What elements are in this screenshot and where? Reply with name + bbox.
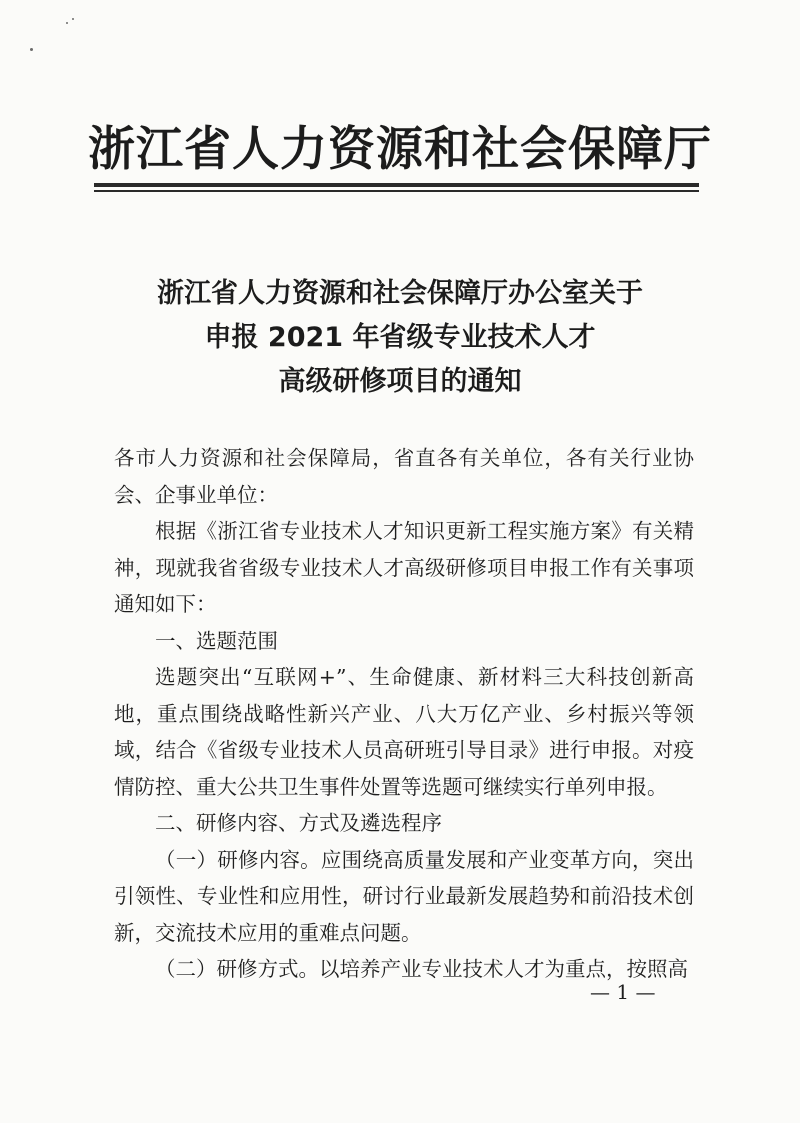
header-rule-thin (94, 190, 699, 192)
item-1-text: 应围绕高质量发展和产业变革方向，突出引领性、专业性和应用性，研讨行业最新发展趋势和前沿技术创新，交流技术应用的重难点问题。 (114, 847, 695, 945)
title-line-1: 浙江省人力资源和社会保障厅办公室关于 (157, 278, 643, 309)
scan-speck (72, 18, 74, 20)
item-1-paragraph (114, 842, 694, 952)
agency-header: 浙江省人力资源和社会保障厅 (88, 122, 712, 177)
intro-paragraph: 根据《浙江省专业技术人才知识更新工程实施方案》有关精神，现就我省省级专业技术人才高级研修项目申报工作有关事项通知如下： (114, 519, 694, 616)
page-number: — 1 — (590, 980, 656, 1004)
section-2-heading: 二、研修内容、方式及遴选程序 (155, 811, 442, 835)
header-rule-thick (94, 183, 699, 187)
item-2-text: 以培养产业专业技术人才为重点，按照高 (319, 957, 688, 981)
document-title (0, 272, 800, 404)
scan-speck (66, 22, 68, 24)
scan-speck (30, 48, 33, 51)
document-body (114, 440, 694, 988)
section-1-paragraph: 选题突出“互联网+”、生命健康、新材料三大科技创新高地，重点围绕战略性新兴产业、八大万亿产业、乡村振兴等领域，结合《省级专业技术人员高研班引导目录》进行申报。对疫情防控、重大公共卫生事件处置等选题可继续实行单列申报。 (114, 665, 694, 799)
title-line-3: 高级研修项目的通知 (278, 366, 522, 397)
item-1-lead: （一）研修内容。 (155, 847, 321, 872)
item-2-lead: （二）研修方式。 (155, 957, 319, 981)
title-line-2: 申报 2021 年省级专业技术人才 (204, 322, 596, 353)
salutation: 各市人力资源和社会保障局，省直各有关单位，各有关行业协会、企事业单位： (114, 446, 694, 507)
section-1-heading: 一、选题范围 (155, 628, 278, 653)
